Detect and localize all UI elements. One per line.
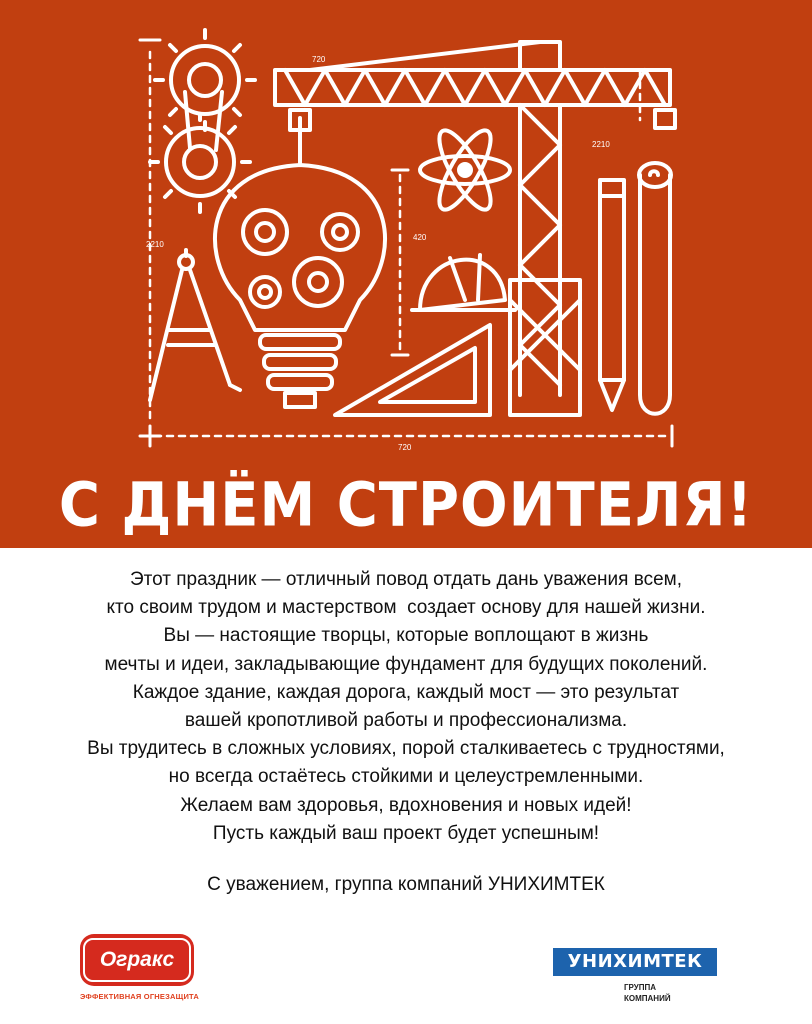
ograx-tagline: ЭФФЕКТИВНАЯ ОГНЕЗАЩИТА — [80, 992, 199, 1001]
message-line: кто своим трудом и мастерством создает основу для нашей жизни. — [106, 597, 706, 619]
pencil-icon — [600, 180, 624, 410]
dimension-label-right: 2210 — [592, 140, 610, 149]
dimension-label-bottom: 720 — [398, 443, 412, 452]
dimension-label-left: 2210 — [146, 240, 164, 249]
headline: С ДНЁМ СТРОИТЕЛЯ! — [58, 470, 754, 541]
message-line: Желаем вам здоровья, вдохновения и новых идей! — [180, 794, 632, 816]
unichimtek-name: УНИХИМТЕК — [553, 948, 717, 976]
message-line: Пусть каждый ваш проект будет успешным! — [212, 822, 600, 844]
message-line: мечты и идеи, закладывающие фундамент для будущих поколений. — [104, 653, 708, 675]
message-line: но всегда остаётесь стойкими и целеустремленными. — [168, 766, 644, 788]
blueprint-roll-icon — [639, 163, 671, 414]
set-square-icon — [335, 325, 490, 415]
dimension-label-top: 720 — [312, 55, 326, 64]
ograx-name: Огракс — [83, 938, 191, 982]
ograx-logo — [72, 930, 207, 1008]
message-line: Вы — настоящие творцы, которые воплощают в жизнь — [163, 625, 649, 647]
dimension-label-mid: 420 — [413, 233, 427, 242]
compass-icon — [150, 250, 240, 400]
unichimtek-subtitle — [624, 982, 671, 1004]
unichimtek-logo — [553, 948, 723, 1012]
message-line: Этот праздник — отличный повод отдать дань уважения всем, — [129, 569, 682, 590]
hardhat-icon — [412, 255, 515, 310]
message-line: вашей кропотливой работы и профессионализма. — [184, 710, 628, 732]
signature: С уважением, группа компаний УНИХИМТЕК — [207, 874, 605, 895]
greeting-message — [0, 566, 812, 848]
message-line: Вы трудитесь в сложных условиях, порой сталкиваетесь с трудностями, — [87, 738, 725, 760]
unichimtek-sub-line: КОМПАНИЙ — [624, 994, 671, 1003]
message-line: Каждое здание, каждая дорога, каждый мост — это результат — [132, 681, 680, 703]
ograx-badge — [80, 934, 194, 986]
unichimtek-sub-line: ГРУППА — [624, 983, 657, 992]
atom-icon — [420, 124, 510, 216]
